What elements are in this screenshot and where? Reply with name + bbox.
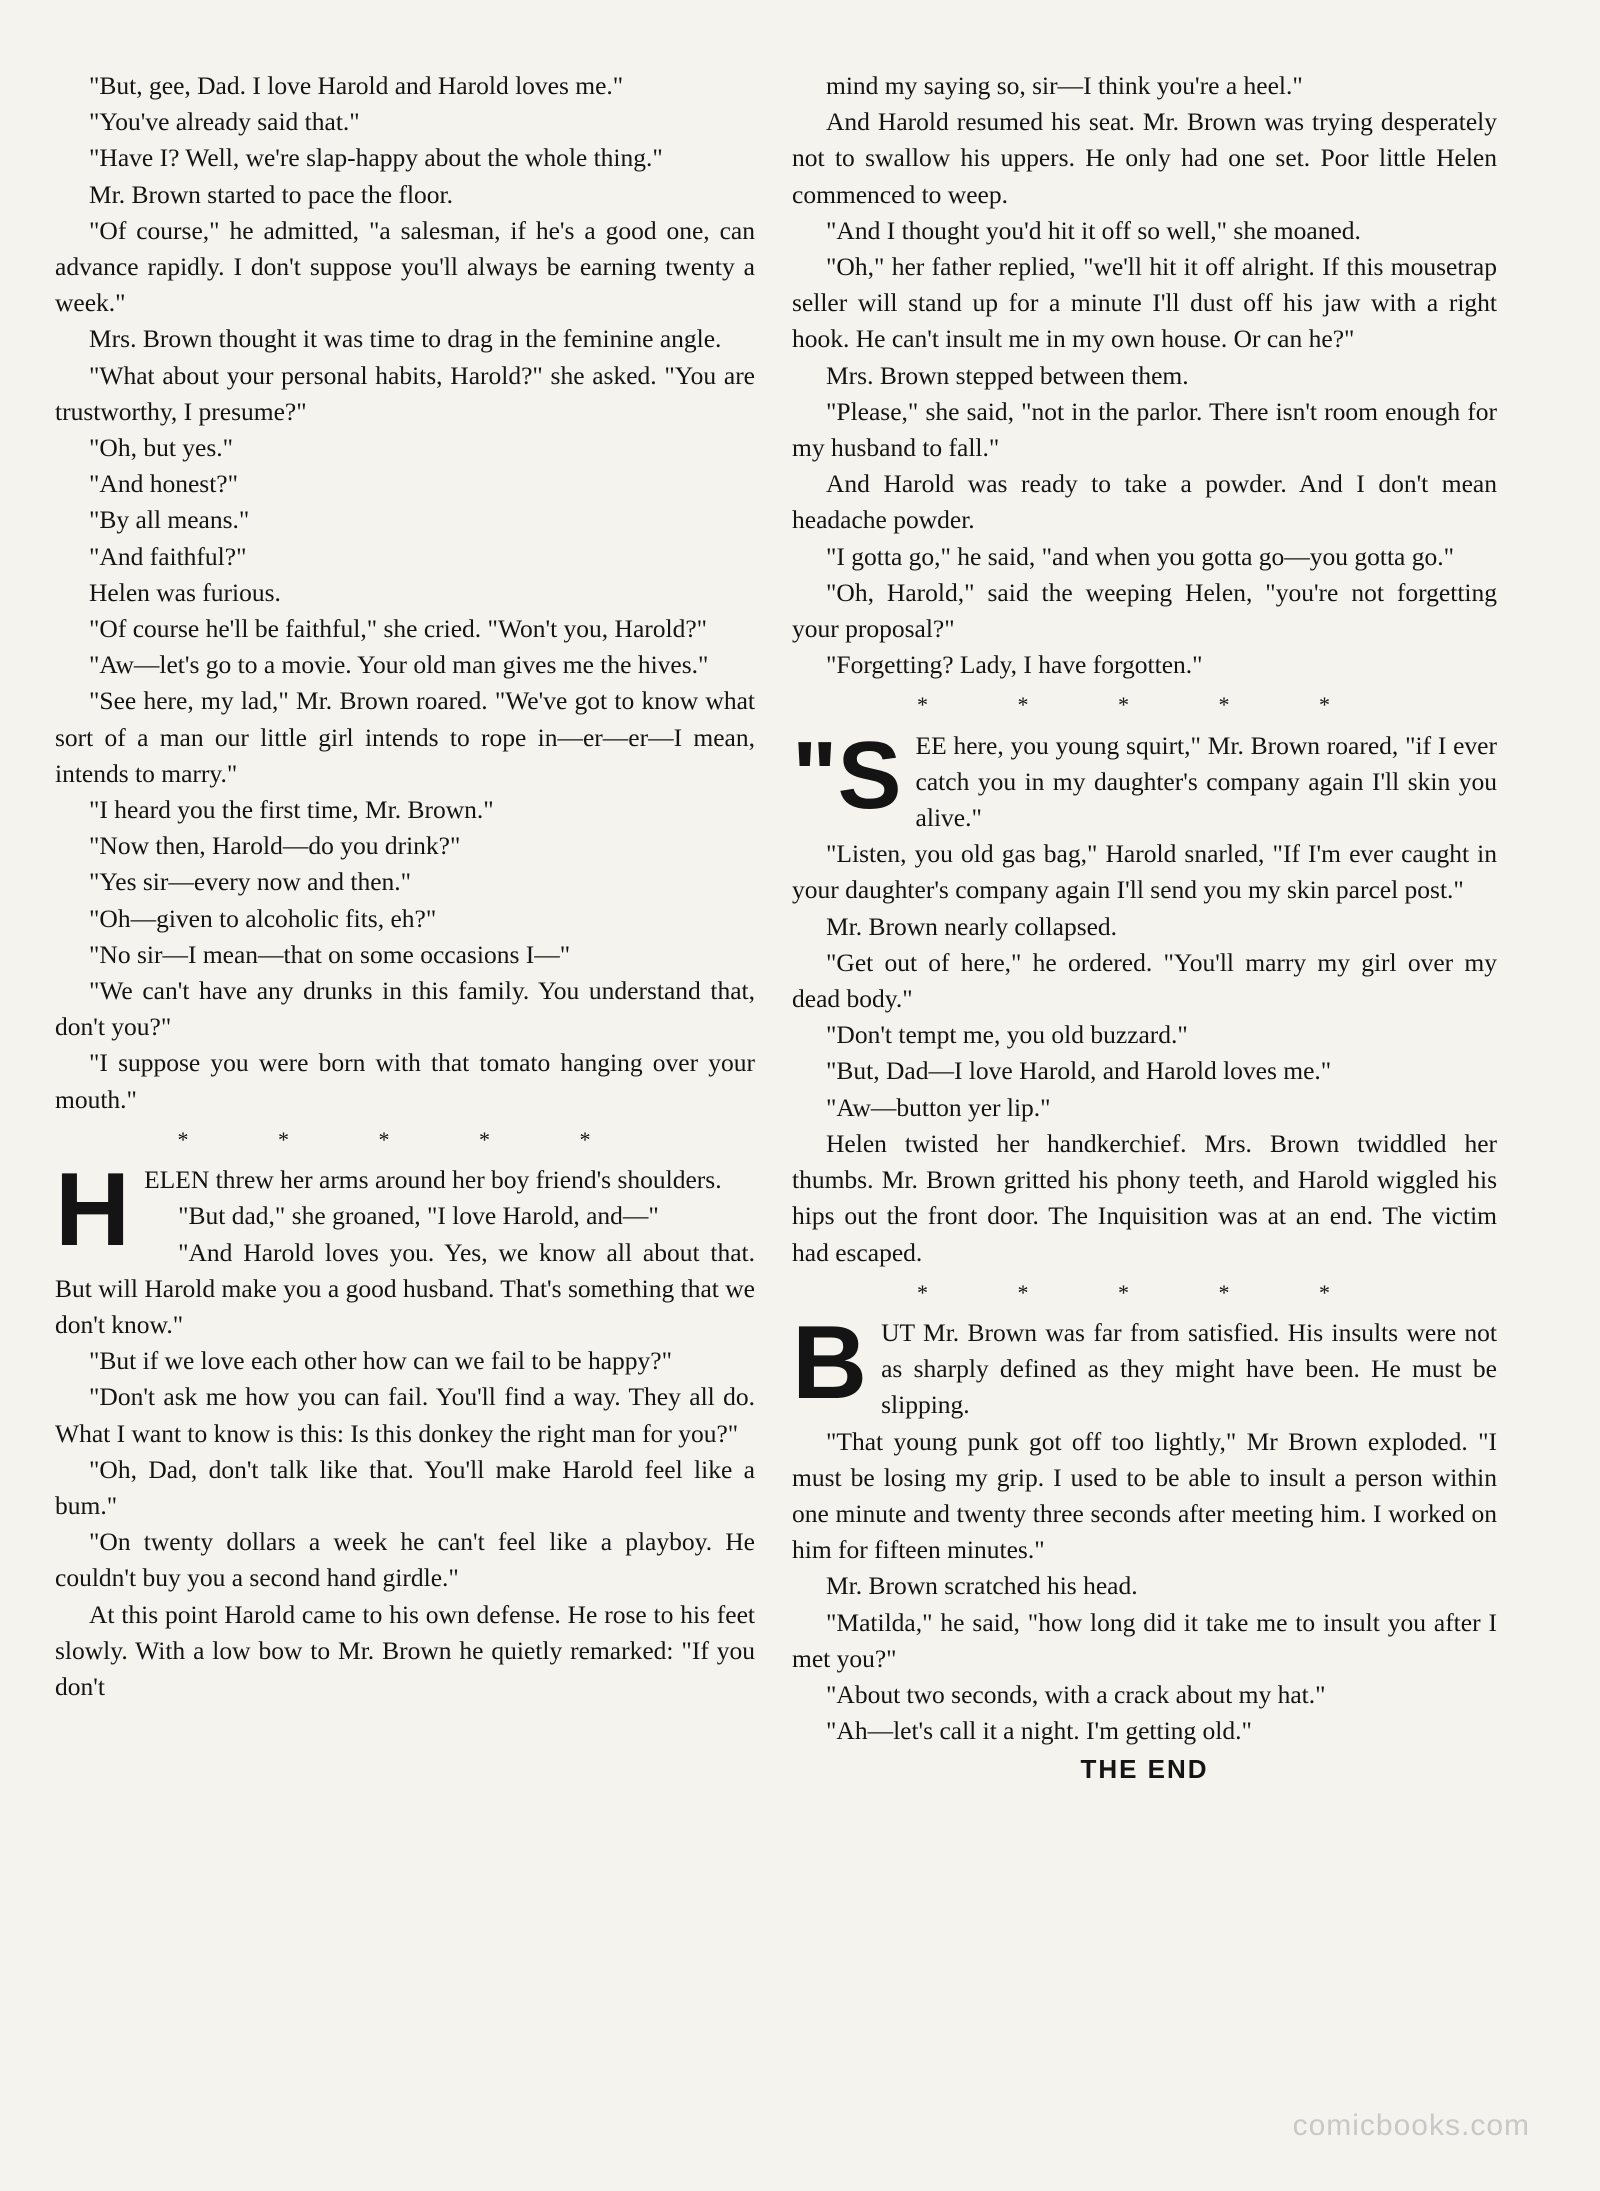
paragraph: "Matilda," he said, "how long did it take me to insult you after I met you?" [792,1607,1497,1673]
paragraph: "Listen, you old gas bag," Harold snarled, "If I'm ever caught in your daughter's company again I'll send you my skin parcel post." [792,839,1497,905]
dropcap-paragraph: HELEN threw her arms around her boy friend's shoulders. [55,1152,722,1269]
paragraph: "Oh—given to alcoholic fits, eh?" [89,903,437,933]
paragraph: "But if we love each other how can we fail to be happy?" [89,1346,673,1376]
drop-cap-h: H [55,1152,131,1269]
paragraph: "Don't tempt me, you old buzzard." [826,1020,1188,1050]
paragraph: "Forgetting? Lady, I have forgotten." [826,650,1203,680]
paragraph: "Oh," her father replied, "we'll hit it off alright. If this mousetrap seller will stand up for a minute I'll dust off his jaw with a right hook. He can't insult me in my own house. Or can he?" [792,252,1497,354]
paragraph: "About two seconds, with a crack about my hat." [826,1679,1326,1709]
paragraph: "Don't ask me how you can fail. You'll find a way. They all do. What I want to know is this: Is this donkey the right man for you?" [55,1382,755,1448]
paragraph: "Get out of here," he ordered. "You'll marry my girl over my dead body." [792,947,1497,1014]
paragraph: "Of course he'll be faithful," she cried. "Won't you, Harold?" [89,614,708,644]
section-divider-stars: * * * * * [177,1126,633,1152]
dropcap-paragraph: BUT Mr. Brown was far from satisfied. His insults were not as sharply defined as they might have been. He must be slipping. [792,1304,1497,1421]
drop-cap-s: "S [792,721,902,829]
paragraph: "I heard you the first time, Mr. Brown." [89,795,494,825]
right-column [792,68,1497,1788]
left-column [55,68,755,1705]
right-section3-paragraphs [792,1424,1497,1750]
paragraph: "Aw—button yer lip." [826,1092,1051,1122]
paragraph: "And faithful?" [89,541,247,571]
right-paragraphs [792,68,1497,683]
paragraph: "But, gee, Dad. I love Harold and Harold loves me." [89,71,624,100]
paragraph: "By all means." [89,505,250,535]
paragraph: "Aw—let's go to a movie. Your old man gives me the hives." [89,650,709,680]
paragraph: "Oh, Harold," said the weeping Helen, "you're not forgetting your proposal?" [792,577,1497,644]
section-helen [55,1152,755,1705]
paragraph: "Have I? Well, we're slap-happy about the whole thing." [89,143,663,173]
section-see-here [792,721,1497,1271]
paragraph: mind my saying so, sir—I think you're a heel." [826,71,1303,100]
paragraph: Mr. Brown scratched his head. [826,1571,1138,1601]
section-divider-stars: * * * * * [917,692,1372,718]
paragraph: And Harold resumed his seat. Mr. Brown was trying desperately not to swallow his uppers. He only had one set. Poor little Helen commenced to weep. [792,107,1497,209]
left-section2-paragraphs [55,1198,755,1705]
paragraph: Helen was furious. [89,577,281,607]
section-divider-stars: * * * * * [917,1279,1372,1305]
paragraph: "I gotta go," he said, "and when you gotta go—you gotta go." [826,541,1455,571]
paragraph: "Oh, but yes." [89,433,234,463]
paragraph: And Harold was ready to take a powder. And I don't mean headache powder. [792,469,1497,535]
paragraph: "See here, my lad," Mr. Brown roared. "We've got to know what sort of a man our little girl intends to rope in—er—er—I mean, intends to marry." [55,686,755,788]
paragraph: "Ah—let's call it a night. I'm getting old." [826,1716,1252,1746]
paragraph: "What about your personal habits, Harold?" she asked. "You are trustworthy, I presume?" [55,360,755,426]
paragraph: Mrs. Brown thought it was time to drag in the feminine angle. [89,324,722,354]
paragraph: "You've already said that." [89,107,360,137]
paragraph: "And honest?" [89,469,239,499]
paragraph: "And I thought you'd hit it off so well," she moaned. [826,215,1361,245]
paragraph: "No sir—I mean—that on some occasions I—" [89,939,571,969]
right-section2-paragraphs [792,836,1497,1270]
paragraph: "But dad," she groaned, "I love Harold, and—" [178,1201,659,1231]
paragraph: "Oh, Dad, don't talk like that. You'll make Harold feel like a bum." [55,1454,755,1520]
paragraph: "And Harold loves you. Yes, we know all about that. But will Harold make you a good husband. That's something that we don't know." [55,1237,755,1339]
paragraph: Mr. Brown started to pace the floor. [89,179,453,209]
paragraph: "On twenty dollars a week he can't feel like a playboy. He couldn't buy you a second hand girdle." [55,1527,755,1593]
paragraph: "Please," she said, "not in the parlor. There isn't room enough for my husband to fall." [792,396,1497,463]
paragraph: Mr. Brown nearly collapsed. [826,911,1118,941]
the-end-label: THE END [1080,1754,1209,1785]
paragraph: At this point Harold came to his own defense. He rose to his feet slowly. With a low bow to Mr. Brown he quietly remarked: "If you don't [55,1599,755,1701]
paragraph: Helen twisted her handkerchief. Mrs. Brown twiddled her thumbs. Mr. Brown gritted his phony teeth, and Harold wiggled his hips out the front door. The Inquisition was at an end. The victim had escaped. [792,1128,1497,1267]
paragraph: Mrs. Brown stepped between them. [826,360,1189,390]
paragraph: "Of course," he admitted, "a salesman, if he's a good one, can advance rapidly. I don't suppose you'll always be earning twenty a week." [55,215,755,318]
dropcap-paragraph: "SEE here, you young squirt," Mr. Brown roared, "if I ever catch you in my daughter's company again I'll skin you alive." [792,721,1497,833]
left-paragraphs [55,68,755,1118]
watermark: comicbooks.com [1292,2109,1530,2142]
paragraph: "But, Dad—I love Harold, and Harold loves me." [826,1056,1332,1086]
paragraph: "That young punk got off too lightly," Mr Brown exploded. "I must be losing my grip. I used to be able to insult a person within one minute and twenty three seconds after meeting him. I worked on him for fifteen minutes." [792,1426,1497,1565]
paragraph: "Now then, Harold—do you drink?" [89,831,461,861]
drop-cap-b: B [792,1304,868,1421]
section-but [792,1304,1497,1749]
paragraph: "Yes sir—every now and then." [89,867,412,897]
paragraph: "We can't have any drunks in this family. You understand that, don't you?" [55,976,755,1042]
paragraph: "I suppose you were born with that tomato hanging over your mouth." [55,1048,755,1114]
